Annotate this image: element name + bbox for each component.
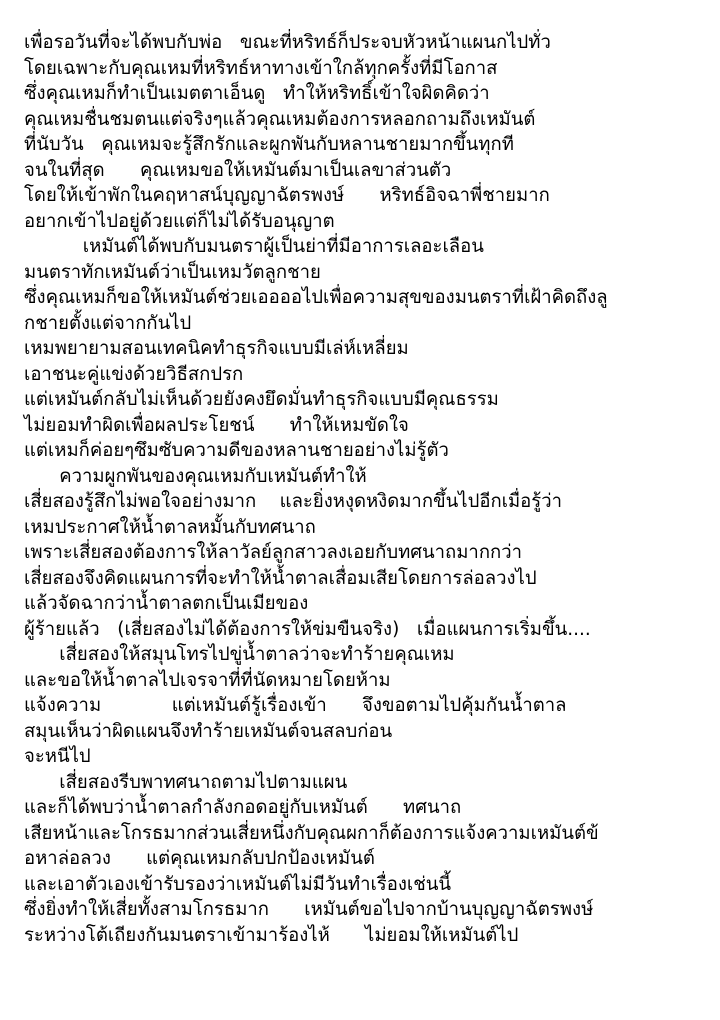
text-line: เสี่ยสองรู้สึกไม่พอใจอย่างมาก และยิ่งหงุดหงิดมากขึ้นไปอีกเมื่อรู้ว่า bbox=[24, 491, 563, 512]
text-line: แต่เหมันต์กลับไม่เห็นด้วยยังคงยึดมั่นทำธุรกิจแบบมีคุณธรรม bbox=[24, 389, 499, 410]
text-line: เสี่ยสองจึงคิดแผนการที่จะทำให้น้ำตาลเสื่อมเสียโดยการล่อลวงไป bbox=[24, 567, 537, 589]
text-line: จนในที่สุด คุณเหมขอให้เหมันต์มาเป็นเลขาส่วนตัว bbox=[24, 159, 452, 181]
story-text bbox=[24, 30, 704, 948]
text-line: เสียหน้าและโกรธมากส่วนเสี่ยหนึ่งกับคุณผกาก็ต้องการแจ้งความเหมันต์ข้ bbox=[24, 822, 599, 844]
text-line: แจ้งความ แต่เหมันต์รู้เรื่องเข้า จึงขอตามไปคุ้มกันน้ำตาล bbox=[24, 695, 567, 716]
text-line: จะหนีไป bbox=[24, 746, 91, 767]
text-line: เหมประกาศให้น้ำตาลหมั้นกับทศนาถ bbox=[24, 516, 316, 538]
text-line: มนตราทักเหมันต์ว่าเป็นเหมวัตลูกชาย bbox=[24, 261, 321, 283]
text-line: เพื่อรอวันที่จะได้พบกับพ่อ ขณะที่หริทธ์ก็ประจบหัวหน้าแผนกไปทั่ว bbox=[24, 32, 551, 53]
text-line: ผู้ร้ายแล้ว (เสี่ยสองไม่ได้ต้องการให้ข่มขืนจริง) เมื่อแผนการเริ่มขึ้น.... bbox=[24, 618, 591, 640]
text-line: ซึ่งคุณเหมก็ทำเป็นเมตตาเอ็นดู ทำให้หริทธิ์เข้าใจผิดคิดว่า bbox=[24, 83, 490, 104]
text-line: และก็ได้พบว่าน้ำตาลกำลังกอดอยู่กับเหมันต์ ทศนาถ bbox=[24, 797, 462, 818]
text-line: อยากเข้าไปอยู่ด้วยแต่ก็ไม่ได้รับอนุญาต bbox=[24, 210, 335, 232]
text-line: เสี่ยสองรีบพาทศนาถตามไปตามแผน bbox=[24, 771, 348, 793]
text-line: และเอาตัวเองเข้ารับรองว่าเหมันต์ไม่มีวันทำเรื่องเช่นนี้ bbox=[24, 873, 452, 895]
text-line: เหมันต์ได้พบกับมนตราผู้เป็นย่าที่มีอาการเลอะเลือน bbox=[24, 236, 484, 257]
text-line: ความผูกพันของคุณเหมกับเหมันต์ทำให้ bbox=[24, 465, 367, 487]
text-line: อหาล่อลวง แต่คุณเหมกลับปกป้องเหมันต์ bbox=[24, 848, 375, 869]
text-line: ซึ่งยิ่งทำให้เสี่ยทั้งสามโกรธมาก เหมันต์ขอไปจากบ้านบุญญาฉัตรพงษ์ bbox=[24, 899, 594, 920]
text-line: เอาชนะคู่แข่งด้วยวิธีสกปรก bbox=[24, 363, 244, 385]
text-line: แล้วจัดฉากว่าน้ำตาลตกเป็นเมียของ bbox=[24, 593, 309, 614]
text-line: เพราะเสี่ยสองต้องการให้ลาวัลย์ลูกสาวลงเอยกับทศนาถมากกว่า bbox=[24, 542, 523, 563]
text-line: โดยให้เข้าพักในคฤหาสน์บุญญาฉัตรพงษ์ หริทธ์อิจฉาพี่ชายมาก bbox=[24, 185, 550, 206]
text-line: คุณเหมชื่นชมตนแต่จริงๆแล้วคุณเหมต้องการหลอกถามถึงเหมันต์ bbox=[24, 108, 536, 130]
text-line: ที่นับวัน คุณเหมจะรู้สึกรักและผูกพันกับหลานชายมากขึ้นทุกที bbox=[24, 134, 514, 155]
text-line: เสี่ยสองให้สมุนโทรไปขู่น้ำตาลว่าจะทำร้ายคุณเหม bbox=[24, 644, 455, 665]
text-line: แต่เหมก็ค่อยๆซึมซับความดีของหลานชายอย่างไม่รู้ตัว bbox=[24, 440, 449, 461]
text-line: ซึ่งคุณเหมก็ขอให้เหมันต์ช่วยเออออไปเพื่อความสุขของมนตราที่เฝ้าคิดถึงลู bbox=[24, 287, 608, 308]
text-line: สมุนเห็นว่าผิดแผนจึงทำร้ายเหมันต์จนสลบก่อน bbox=[24, 720, 393, 742]
text-line: โดยเฉพาะกับคุณเหมที่หริทธ์หาทางเข้าใกล้ทุกครั้งที่มีโอกาส bbox=[24, 57, 498, 79]
text-line: กชายตั้งแต่จากกันไป bbox=[24, 312, 192, 334]
text-line: และขอให้น้ำตาลไปเจรจาที่ที่นัดหมายโดยห้าม bbox=[24, 669, 391, 691]
text-line: เหมพยายามสอนเทคนิคทำธุรกิจแบบมีเล่ห์เหลี่ยม bbox=[24, 338, 409, 359]
text-line: ระหว่างโต้เถียงกันมนตราเข้ามาร้องไห้ ไม่ยอมให้เหมันต์ไป bbox=[24, 924, 519, 946]
text-line: ไม่ยอมทำผิดเพื่อผลประโยชน์ ทำให้เหมขัดใจ bbox=[24, 414, 409, 436]
